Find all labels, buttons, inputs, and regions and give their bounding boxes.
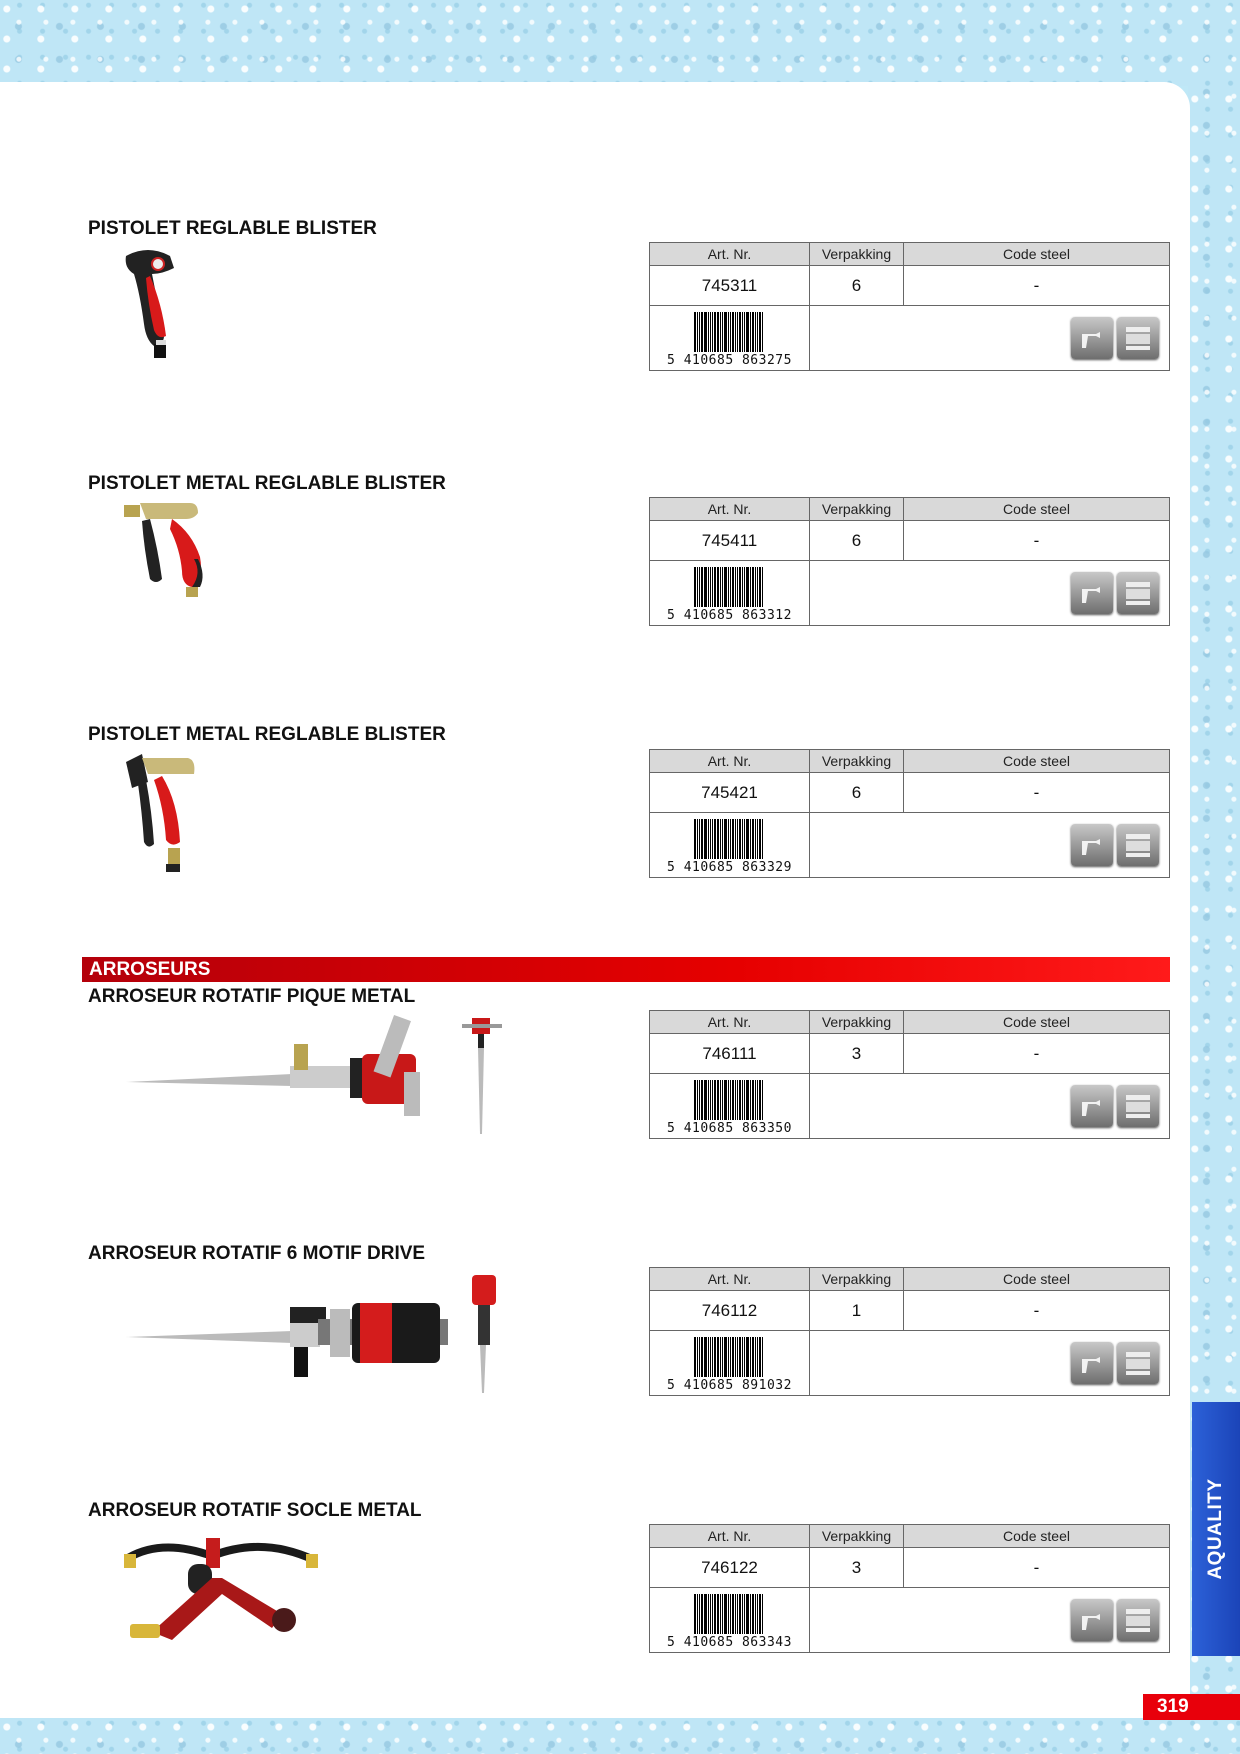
icon-cell — [810, 561, 1170, 626]
header-verpakking: Verpakking — [810, 1011, 904, 1034]
ean-right: 863312 — [741, 608, 792, 623]
ean-lead: 5 — [667, 860, 676, 875]
barcode-bars — [694, 312, 764, 352]
header-art-nr: Art. Nr. — [650, 243, 810, 266]
art-nr-value: 745421 — [650, 773, 810, 813]
ean-left: 410685 — [683, 860, 734, 875]
product-block — [0, 724, 1190, 884]
icon-cell — [810, 1588, 1170, 1653]
quick-connect-compatible-icon — [1117, 572, 1159, 614]
barcode-bars — [694, 1080, 764, 1120]
header-art-nr: Art. Nr. — [650, 498, 810, 521]
header-code-steel: Code steel — [904, 750, 1170, 773]
header-verpakking: Verpakking — [810, 1525, 904, 1548]
spray-nozzle-icon — [1071, 572, 1113, 614]
barcode-bars — [694, 567, 764, 607]
product-table — [649, 1010, 1170, 1139]
base-sprinkler-image — [122, 1528, 322, 1658]
spray-nozzle-icon — [1071, 1085, 1113, 1127]
verpakking-value: 3 — [810, 1034, 904, 1074]
icon-cell — [810, 1074, 1170, 1139]
verpakking-value: 6 — [810, 773, 904, 813]
code-steel-value: - — [904, 1034, 1170, 1074]
barcode-cell — [650, 1074, 810, 1139]
verpakking-value: 6 — [810, 266, 904, 306]
icon-cell — [810, 813, 1170, 878]
header-verpakking: Verpakking — [810, 498, 904, 521]
code-steel-value: - — [904, 1548, 1170, 1588]
icon-cell — [810, 306, 1170, 371]
product-table — [649, 1267, 1170, 1396]
barcode-cell — [650, 306, 810, 371]
water-drops-border-top — [0, 0, 1240, 86]
icon-cell — [810, 1331, 1170, 1396]
ean-right: 891032 — [741, 1378, 792, 1393]
product-table — [649, 497, 1170, 626]
header-verpakking: Verpakking — [810, 750, 904, 773]
verpakking-value: 3 — [810, 1548, 904, 1588]
spike-sprinkler-image — [122, 1014, 532, 1134]
barcode-cell — [650, 561, 810, 626]
product-block — [0, 218, 1190, 378]
spray-nozzle-icon — [1071, 1599, 1113, 1641]
ean-lead: 5 — [667, 608, 676, 623]
code-steel-value: - — [904, 521, 1170, 561]
product-block — [0, 1243, 1190, 1403]
quick-connect-compatible-icon — [1117, 1342, 1159, 1384]
ean-right: 863329 — [741, 860, 792, 875]
ean-right: 863343 — [741, 1635, 792, 1650]
product-title: PISTOLET METAL REGLABLE BLISTER — [88, 724, 446, 745]
ean-lead: 5 — [667, 1635, 676, 1650]
brand-name: AQUALITY — [1205, 1478, 1226, 1580]
header-art-nr: Art. Nr. — [650, 1011, 810, 1034]
ean-left: 410685 — [683, 1635, 734, 1650]
product-title: PISTOLET METAL REGLABLE BLISTER — [88, 473, 446, 494]
ean-lead: 5 — [667, 1378, 676, 1393]
ean-right: 863275 — [741, 353, 792, 368]
quick-connect-compatible-icon — [1117, 1599, 1159, 1641]
code-steel-value: - — [904, 773, 1170, 813]
drive-sprinkler-image — [122, 1269, 532, 1395]
quick-connect-compatible-icon — [1117, 1085, 1159, 1127]
ean-lead: 5 — [667, 353, 676, 368]
ean-left: 410685 — [683, 608, 734, 623]
ean-right: 863350 — [741, 1121, 792, 1136]
art-nr-value: 746112 — [650, 1291, 810, 1331]
barcode-bars — [694, 819, 764, 859]
barcode-cell — [650, 1588, 810, 1653]
header-verpakking: Verpakking — [810, 1268, 904, 1291]
header-art-nr: Art. Nr. — [650, 750, 810, 773]
metal-spray-gun-image — [122, 752, 214, 878]
header-code-steel: Code steel — [904, 498, 1170, 521]
code-steel-value: - — [904, 1291, 1170, 1331]
ean-left: 410685 — [683, 1121, 734, 1136]
metal-spray-gun-image — [122, 499, 234, 601]
header-code-steel: Code steel — [904, 1011, 1170, 1034]
barcode-cell — [650, 1331, 810, 1396]
product-table — [649, 749, 1170, 878]
page-number: 319 — [1143, 1694, 1240, 1720]
barcode — [650, 815, 809, 875]
header-code-steel: Code steel — [904, 1525, 1170, 1548]
barcode — [650, 563, 809, 623]
header-art-nr: Art. Nr. — [650, 1268, 810, 1291]
section-title: ARROSEURS — [89, 959, 211, 980]
barcode — [650, 1333, 809, 1393]
art-nr-value: 746122 — [650, 1548, 810, 1588]
product-title: PISTOLET REGLABLE BLISTER — [88, 218, 377, 239]
product-table — [649, 242, 1170, 371]
product-title: ARROSEUR ROTATIF SOCLE METAL — [88, 1500, 422, 1521]
water-drops-border-bottom — [0, 1718, 1240, 1754]
header-code-steel: Code steel — [904, 1268, 1170, 1291]
art-nr-value: 745311 — [650, 266, 810, 306]
barcode — [650, 1076, 809, 1136]
art-nr-value: 746111 — [650, 1034, 810, 1074]
barcode-bars — [694, 1337, 764, 1377]
code-steel-value: - — [904, 266, 1170, 306]
product-title: ARROSEUR ROTATIF 6 MOTIF DRIVE — [88, 1243, 426, 1264]
product-table — [649, 1524, 1170, 1653]
header-verpakking: Verpakking — [810, 243, 904, 266]
spray-nozzle-icon — [1071, 317, 1113, 359]
verpakking-value: 1 — [810, 1291, 904, 1331]
spray-nozzle-icon — [1071, 1342, 1113, 1384]
product-title: ARROSEUR ROTATIF PIQUE METAL — [88, 986, 416, 1007]
art-nr-value: 745411 — [650, 521, 810, 561]
section-header-arroseurs — [82, 957, 1170, 982]
quick-connect-compatible-icon — [1117, 317, 1159, 359]
product-block — [0, 1500, 1190, 1660]
product-block — [0, 986, 1190, 1146]
header-art-nr: Art. Nr. — [650, 1525, 810, 1548]
header-code-steel: Code steel — [904, 243, 1170, 266]
quick-connect-compatible-icon — [1117, 824, 1159, 866]
ean-left: 410685 — [683, 353, 734, 368]
spray-gun-image — [118, 244, 198, 368]
barcode-bars — [694, 1594, 764, 1634]
ean-lead: 5 — [667, 1121, 676, 1136]
verpakking-value: 6 — [810, 521, 904, 561]
barcode-cell — [650, 813, 810, 878]
ean-left: 410685 — [683, 1378, 734, 1393]
barcode — [650, 308, 809, 368]
brand-side-tab — [1192, 1402, 1240, 1656]
product-block — [0, 473, 1190, 633]
barcode — [650, 1590, 809, 1650]
spray-nozzle-icon — [1071, 824, 1113, 866]
